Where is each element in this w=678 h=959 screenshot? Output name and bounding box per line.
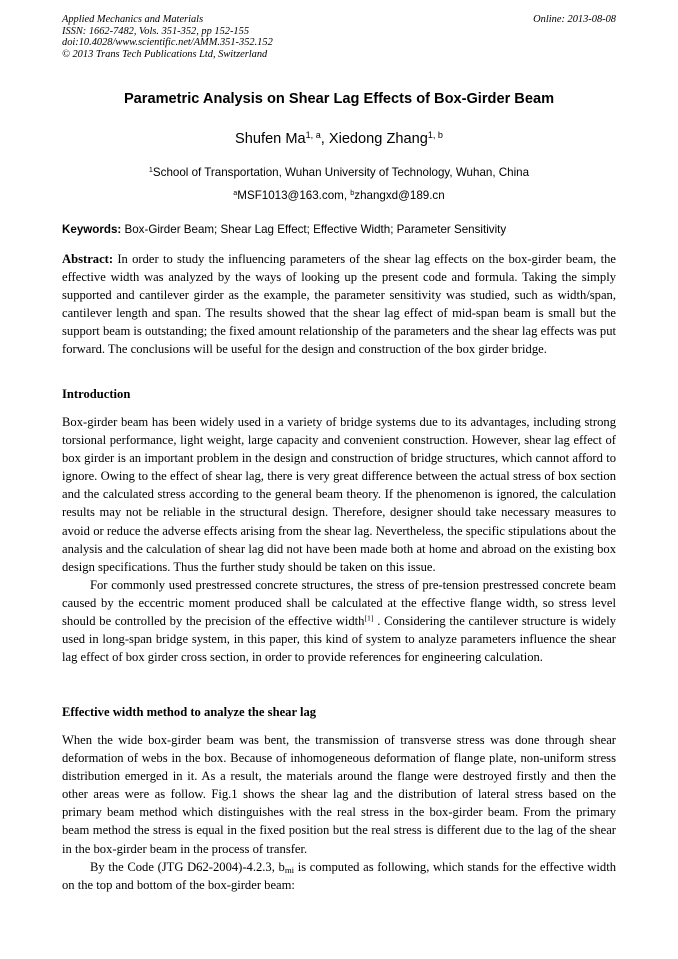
author-affil-mark: 1, a <box>305 130 321 141</box>
keywords <box>62 223 616 236</box>
copyright-line: © 2013 Trans Tech Publications Ltd, Switzerland <box>62 48 268 60</box>
paragraph <box>62 858 616 894</box>
affiliation <box>62 166 616 179</box>
paper-title: Parametric Analysis on Shear Lag Effects of Box-Girder Beam <box>123 91 555 107</box>
section-heading: Effective width method to analyze the shear lag <box>62 705 317 719</box>
paragraph-text: . Considering the cantilever structure is widely used in long-span bridge system, in this paper, this kind of system to analyze parameters influence the shear lag effect of box girder cross section, in order to provide references for engineering calculation. <box>62 614 616 665</box>
author-separator: , <box>320 131 329 147</box>
paragraph-text: By the Code (JTG D62-2004)-4.2.3, b <box>90 859 285 874</box>
issn-line: ISSN: 1662-7482, Vols. 351-352, pp 152-155 <box>62 25 250 37</box>
introduction-body <box>62 413 616 666</box>
keywords-text: Box-Girder Beam; Shear Lag Effect; Effective Width; Parameter Sensitivity <box>121 223 507 236</box>
citation-ref[interactable]: [1] <box>364 613 374 623</box>
journal-header <box>62 14 273 60</box>
email-link[interactable]: zhangxd@189.cn <box>354 189 445 202</box>
keywords-label: Keywords: <box>62 223 122 236</box>
online-date: Online: 2013-08-08 <box>533 14 616 25</box>
author-name: Xiedong Zhang <box>328 131 428 147</box>
author-affil-mark: 1, b <box>427 130 443 141</box>
doi-line: doi:10.4028/www.scientific.net/AMM.351-352.152 <box>62 37 273 49</box>
paragraph: Box-girder beam has been widely used in a variety of bridge systems due to its advantages, including strong torsional performance, light weight, large capacity and convenient construction. However, shear lag effect of box girder is an important problem in the design and construction of bridge structures, which cannot afford to ignore. Owing to the effect of shear lag, there is very great difference between the actual stress of box section and the calculated stress according to the general beam theory. If the phenomenon is ignored, the calculation results may not be reliable in the structural design. Therefore, designer should take necessary measures to avoid or reduce the adverse effects arising from the shear lag. Nevertheless, the specific stipulations about the analysis and the calculation of shear lag did not have been made both at home and abroad on the existing box design specifications. Thus the further study should be taken on this issue. <box>62 415 616 574</box>
paragraph <box>62 576 616 666</box>
email-list <box>62 189 616 202</box>
affiliation-text: School of Transportation, Wuhan University of Technology, Wuhan, China <box>152 166 530 179</box>
email-mark: b <box>350 188 355 198</box>
email-separator: , <box>343 189 351 202</box>
email-link[interactable]: MSF1013@163.com <box>237 189 344 202</box>
effective-width-body <box>62 731 616 894</box>
section-heading: Introduction <box>62 387 131 401</box>
paragraph-text: For commonly used prestressed concrete structures, the stress of pre-tension prestressed concrete beam caused by the eccentric moment produced shall be calculated at the effective flange width, so stress level should be controlled by the precision of the effective width <box>62 577 616 629</box>
author-list <box>62 131 616 147</box>
abstract-label: Abstract: <box>62 252 114 266</box>
email-mark: a <box>233 188 238 198</box>
paragraph-text: is computed as following, which stands for the effective width on the top and bottom of the box-girder beam: <box>62 859 616 892</box>
journal-name: Applied Mechanics and Materials <box>62 14 204 25</box>
author-name: Shufen Ma <box>235 131 306 147</box>
subscript: mi <box>284 864 295 875</box>
affiliation-mark: 1 <box>148 165 153 175</box>
abstract <box>62 250 616 359</box>
paragraph: When the wide box-girder beam was bent, the transmission of transverse stress was done through shear deformation of webs in the box. Because of inhomogeneous deformation of flange plate, non-uniform stress distribution emerged in it. As a result, the materials around the flange were destroyed firstly and then the other areas were as follow. Fig.1 shows the shear lag and the distribution of lateral stress based on the primary beam method which distinguishes with the real stress in the box-girder beam. From the primary beam method the stress is equal in the fixed position but the real stress is different due to the lag of the shear in the box-girder beam in the process of transfer. <box>62 733 616 856</box>
abstract-text: In order to study the influencing parameters of the shear lag effects on the box-girder beam, the effective width was analyzed by the ways of looking up the present code and formula. Taking the simply supported and cantilever girder as the example, the parameter sensitivity was studied, such as width/span, cantilever length and span. The results showed that the shear lag effect of mid-span beam is small but the support beam is outstanding; the fixed amount relationship of the parameters and the shear lag effects was put forward. The conclusions will be useful for the design and construction of the box girder bridge. <box>62 252 616 357</box>
